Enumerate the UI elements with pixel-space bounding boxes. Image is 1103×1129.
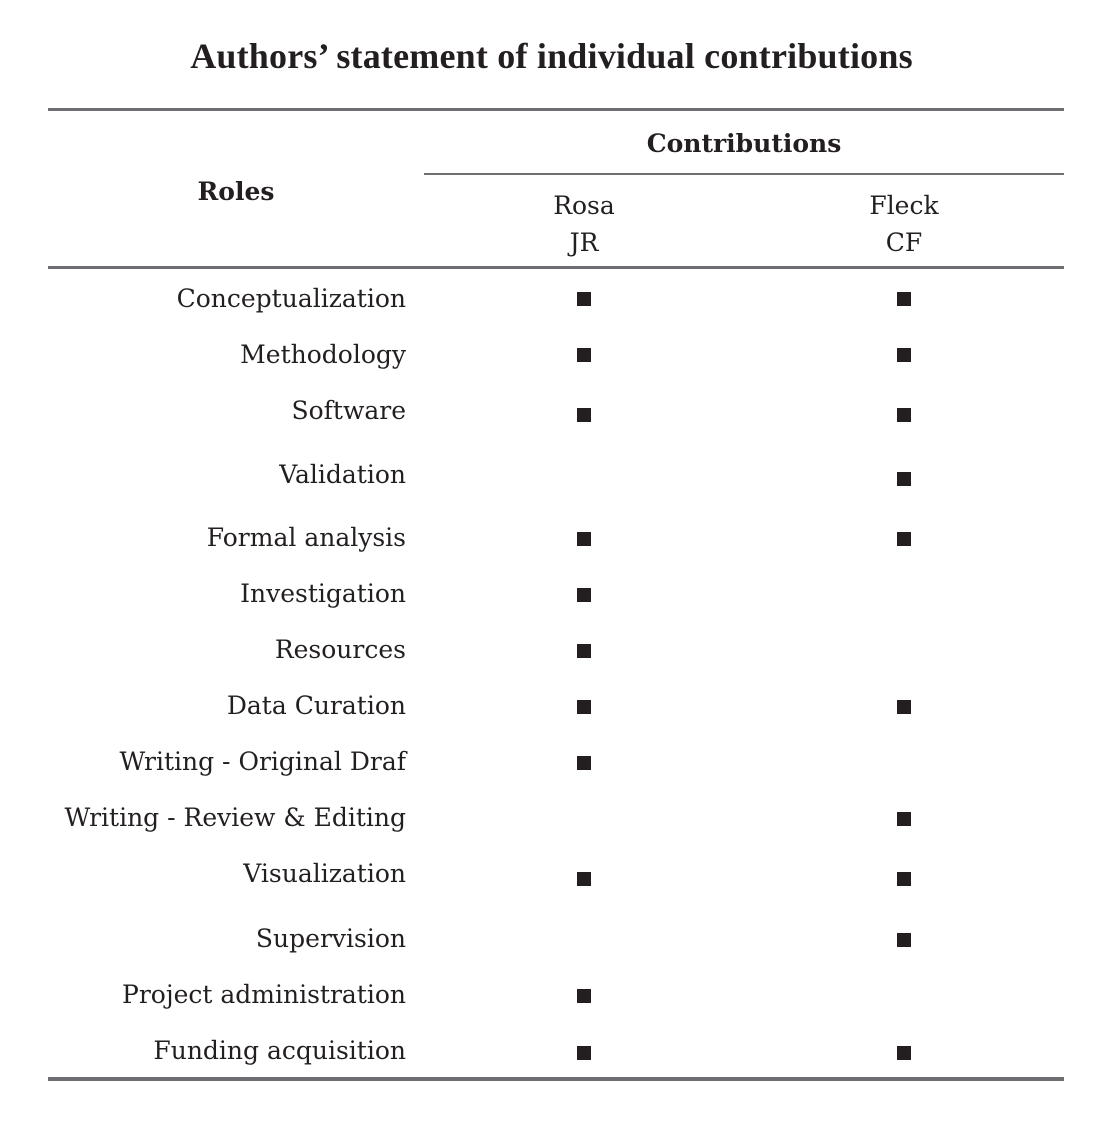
contribution-mark [577,292,591,306]
contribution-mark [897,348,911,362]
contribution-mark [577,700,591,714]
role-label: Visualization [243,859,406,888]
contribution-mark [577,588,591,602]
contribution-mark [577,989,591,1003]
author-name: Fleck [869,191,939,220]
contribution-mark [897,700,911,714]
contribution-mark [897,1046,911,1060]
author-initials: JR [569,228,599,257]
role-label: Writing - Original Draf [119,747,406,776]
contributions-header: Contributions [646,129,842,158]
role-label: Methodology [240,340,406,369]
contribution-mark [577,1046,591,1060]
bottom-rule [48,1077,1064,1081]
contribution-mark [897,872,911,886]
role-label: Funding acquisition [153,1036,406,1065]
role-label: Resources [274,635,406,664]
author-name: Rosa [553,191,615,220]
contribution-mark [577,756,591,770]
role-label: Conceptualization [176,284,406,313]
contribution-mark [897,812,911,826]
contributions-rule [424,173,1064,175]
contribution-mark [897,532,911,546]
role-label: Writing - Review & Editing [64,803,406,832]
author-initials: CF [885,228,923,257]
role-label: Investigation [240,579,406,608]
contribution-mark [897,292,911,306]
role-label: Data Curation [226,691,406,720]
table-title: Authors’ statement of individual contributions [190,36,913,76]
role-label: Validation [279,460,406,489]
roles-header: Roles [197,177,275,206]
contribution-mark [897,408,911,422]
role-label: Formal analysis [206,523,406,552]
contribution-mark [577,644,591,658]
contribution-mark [897,472,911,486]
author-column-header [744,187,1064,261]
contribution-mark [577,872,591,886]
top-rule [48,108,1064,111]
role-label: Software [291,396,406,425]
contribution-mark [577,348,591,362]
role-label: Supervision [255,924,406,953]
header-rule [48,266,1064,269]
role-label: Project administration [122,980,406,1009]
contribution-mark [577,532,591,546]
contribution-mark [897,933,911,947]
author-column-header [424,187,744,261]
contribution-mark [577,408,591,422]
